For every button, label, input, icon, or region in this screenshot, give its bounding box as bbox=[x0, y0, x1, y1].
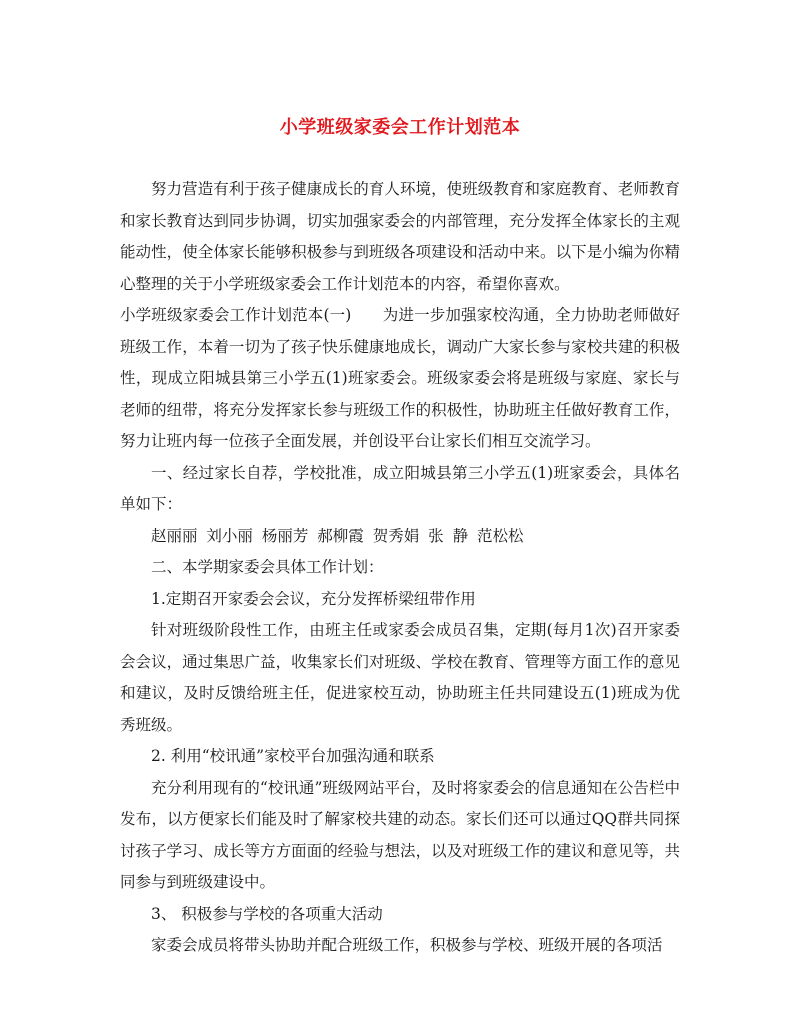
intro-paragraph: 努力营造有利于孩子健康成长的育人环境，使班级教育和家庭教育、老师教育和家长教育达到同步协调，切实加强家委会的内部管理，充分发挥全体家长的主观能动性，使全体家长能够积极参与到班级各项建设和活动中来。以下是小编为你精心整理的关于小学班级家委会工作计划范本的内容，希望你喜欢。 bbox=[120, 180, 680, 293]
document-title: 小学班级家委会工作计划范本 bbox=[279, 117, 521, 138]
plan-item-2-heading: 2. 利用“校讯通”家校平台加强沟通和联系 bbox=[151, 747, 435, 765]
plan-item-1-heading: 1.定期召开家委会会议，充分发挥桥梁纽带作用 bbox=[151, 589, 476, 608]
plan-item-1-text: 针对班级阶段性工作，由班主任或家委会成员召集，定期(每月1次)召开家委会会议，通过集思广益，收集家长们对班级、学校在教育、管理等方面工作的意见和建议，及时反馈给班主任，促进家校互动，协助班主任共同建设五(1)班成为优秀班级。 bbox=[120, 621, 680, 734]
document-page bbox=[120, 0, 680, 1035]
plan-heading: 二、本学期家委会具体工作计划： bbox=[151, 558, 384, 576]
plan-item-3-heading: 3、 积极参与学校的各项重大活动 bbox=[151, 904, 383, 923]
item-one-heading: 一、经过家长自荐，学校批准，成立阳城县第三小学五(1)班家委会，具体名单如下： bbox=[120, 463, 680, 513]
member-names: 赵丽丽 刘小丽 杨丽芳 郝柳霞 贺秀娟 张 静 范松松 bbox=[151, 526, 524, 545]
document-body bbox=[120, 174, 680, 962]
plan-item-3-text: 家委会成员将带头协助并配合班级工作，积极参与学校、班级开展的各项活 bbox=[151, 936, 663, 954]
section-one-paragraph: 小学班级家委会工作计划范本(一) 为进一步加强家校沟通，全力协助老师做好班级工作，本着一切为了孩子快乐健康地成长，调动广大家长参与家校共建的积极性，现成立阳城县第三小学五(1)班家委会。班级家委会将是班级与家庭、家长与老师的纽带，将充分发挥家长参与班级工作的积极性，协助班主任做好教育工作，努力让班内每一位孩子全面发展，并创设平台让家长们相互交流学习。 bbox=[120, 306, 680, 450]
plan-item-2-text: 充分利用现有的“校讯通”班级网站平台，及时将家委会的信息通知在公告栏中发布，以方便家长们能及时了解家校共建的动态。家长们还可以通过QQ群共同探讨孩子学习、成长等方方面面的经验与想法，以及对班级工作的建议和意见等，共同参与到班级建设中。 bbox=[120, 778, 680, 891]
